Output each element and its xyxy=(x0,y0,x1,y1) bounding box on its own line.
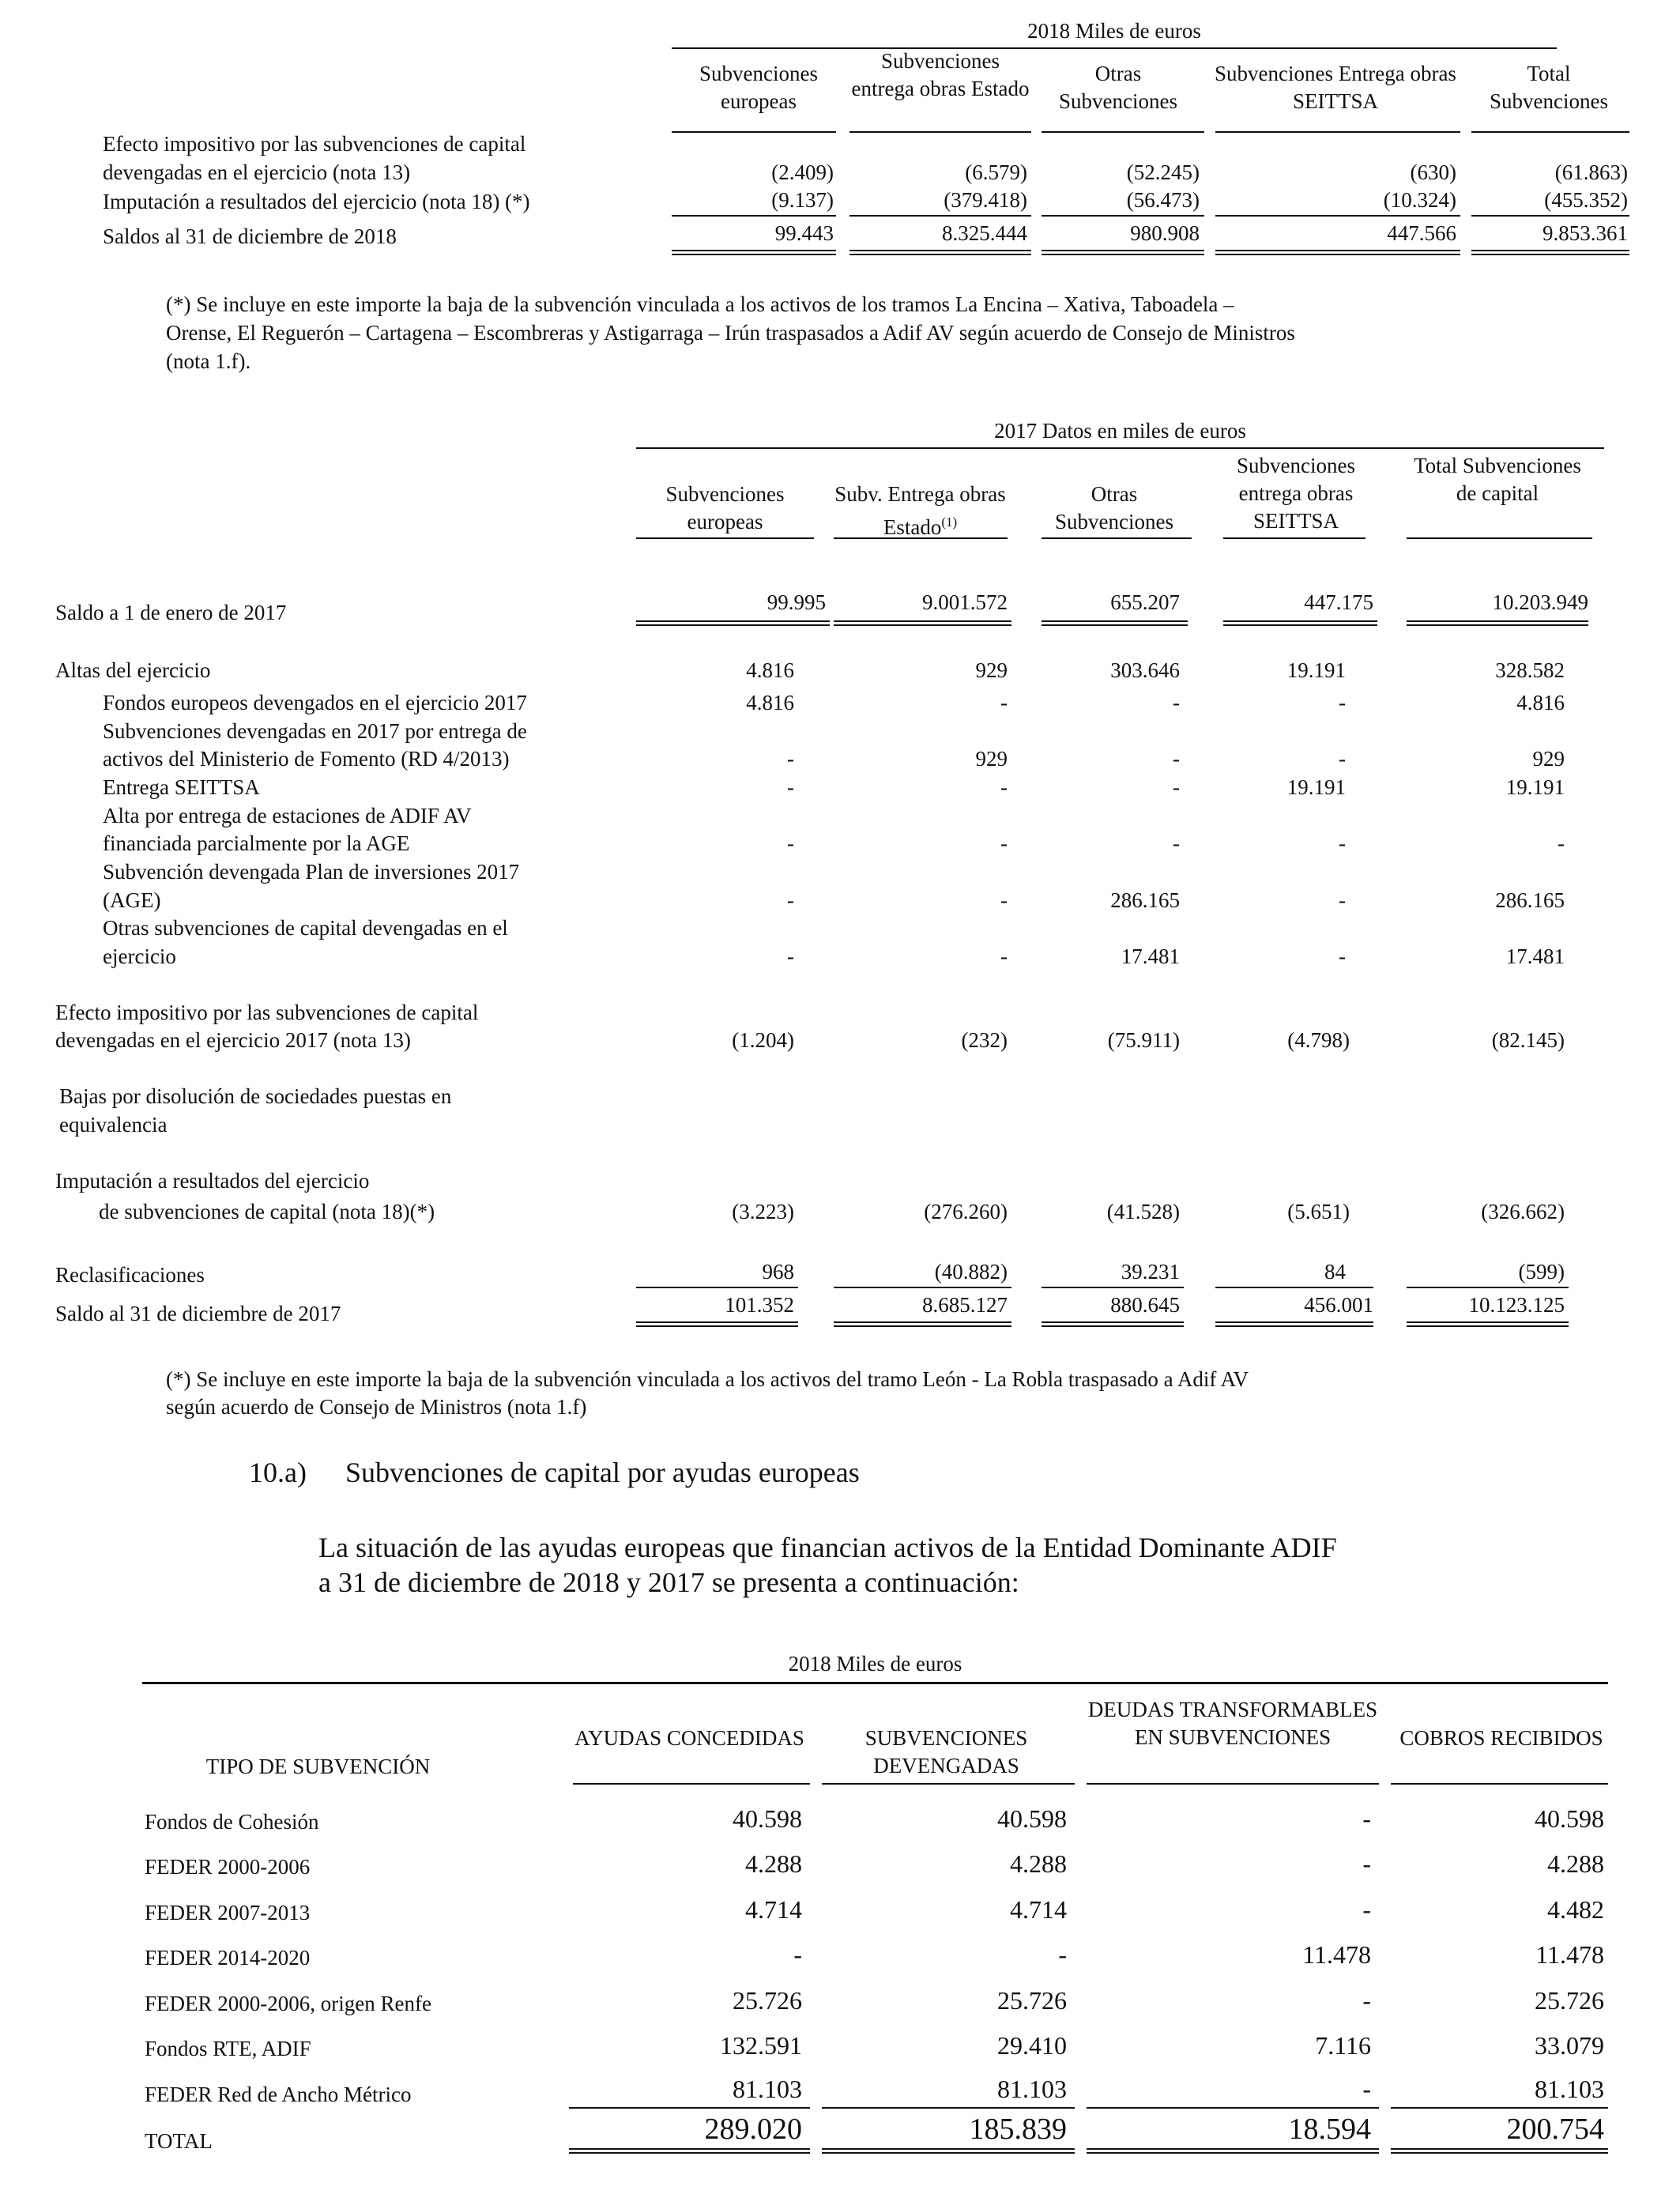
cell: 19.191 xyxy=(1286,658,1346,682)
cell: - xyxy=(787,831,794,855)
cell: - xyxy=(793,1940,802,1969)
cell: (599) xyxy=(1518,1260,1565,1284)
rule xyxy=(849,215,1031,217)
rule xyxy=(1215,131,1460,133)
double-rule xyxy=(1215,1321,1373,1327)
cell: - xyxy=(1000,691,1008,714)
row-label: Efecto impositivo por las subvenciones de capital xyxy=(55,1001,479,1024)
rule xyxy=(1042,131,1204,133)
row-label: FEDER 2007-2013 xyxy=(145,1901,311,1924)
cell: 25.726 xyxy=(1535,1986,1604,2015)
cell: (40.882) xyxy=(934,1260,1008,1284)
double-rule xyxy=(1471,250,1629,255)
caption-eu: 2018 Miles de euros xyxy=(788,1652,962,1676)
cell: - xyxy=(787,944,794,968)
double-rule xyxy=(1087,2148,1379,2154)
cell: - xyxy=(1339,691,1346,714)
cell: 968 xyxy=(762,1260,794,1284)
rule xyxy=(636,447,1604,449)
cell: 25.726 xyxy=(997,1986,1067,2015)
cell: 40.598 xyxy=(997,1804,1067,1833)
col-header xyxy=(831,481,1009,541)
row-label: Saldos al 31 de diciembre de 2018 xyxy=(103,224,397,248)
rule xyxy=(1042,537,1192,539)
cell: 929 xyxy=(1532,747,1565,771)
cell: - xyxy=(1362,1804,1371,1833)
row-label: devengadas en el ejercicio (nota 13) xyxy=(103,160,411,184)
cell: 99.443 xyxy=(774,221,834,245)
cell: - xyxy=(1339,888,1346,912)
footnote-line: Orense, El Reguerón – Cartagena – Escombreras y Astigarraga – Irún traspasados a Adif AV según acuerdo de Consejo de Ministros xyxy=(166,321,1295,345)
rule xyxy=(822,1783,1075,1785)
cell: (2.409) xyxy=(771,160,834,184)
row-label: Fondos de Cohesión xyxy=(145,1810,319,1834)
row-label: TOTAL xyxy=(145,2129,213,2153)
caption-2018: 2018 Miles de euros xyxy=(1027,19,1201,43)
cell: 17.481 xyxy=(1121,944,1180,968)
rule xyxy=(1391,2107,1608,2109)
rule xyxy=(672,215,836,217)
cell: 81.103 xyxy=(1535,2075,1604,2103)
col-header: Subvenciones entrega obras Estado xyxy=(851,49,1030,100)
rule xyxy=(672,47,1557,49)
cell: 81.103 xyxy=(733,2075,802,2103)
row-label: Imputación a resultados del ejercicio xyxy=(55,1169,370,1193)
cell: 8.325.444 xyxy=(942,221,1027,245)
double-rule xyxy=(1042,1321,1184,1327)
cell: 655.207 xyxy=(1110,590,1180,614)
cell: 4.816 xyxy=(1516,691,1565,714)
row-label: FEDER 2000-2006 xyxy=(145,1855,311,1879)
col-header: AYUDAS CONCEDIDAS xyxy=(574,1726,804,1750)
double-rule xyxy=(672,250,836,255)
row-label: de subvenciones de capital (nota 18)(*) xyxy=(99,1200,435,1223)
cell: 4.816 xyxy=(746,691,794,714)
rule xyxy=(1391,1783,1608,1785)
cell: - xyxy=(1173,691,1180,714)
superscript: (1) xyxy=(941,515,958,530)
col-header: SUBVENCIONES DEVENGADAS xyxy=(864,1726,1028,1777)
cell: - xyxy=(1000,775,1008,799)
cell: (232) xyxy=(961,1028,1008,1052)
double-rule xyxy=(822,2148,1075,2154)
cell: 447.175 xyxy=(1304,590,1373,614)
cell: (5.651) xyxy=(1287,1200,1350,1223)
rule xyxy=(142,1682,1608,1684)
cell: 25.726 xyxy=(733,1986,802,2015)
rule xyxy=(822,2107,1075,2109)
rule xyxy=(1215,215,1460,217)
row-label: FEDER Red de Ancho Métrico xyxy=(145,2083,412,2106)
row-label: FEDER 2014-2020 xyxy=(145,1946,311,1970)
rule xyxy=(1215,1287,1373,1288)
rule xyxy=(1087,1783,1379,1785)
cell: (75.911) xyxy=(1107,1028,1180,1052)
rule xyxy=(1407,1287,1569,1288)
row-label: activos del Ministerio de Fomento (RD 4/2013) xyxy=(103,747,510,771)
cell: 39.231 xyxy=(1121,1260,1180,1284)
cell: 880.645 xyxy=(1110,1293,1180,1317)
cell: - xyxy=(1362,1895,1371,1924)
cell: (630) xyxy=(1410,160,1456,184)
cell: - xyxy=(1339,944,1346,968)
cell: 8.685.127 xyxy=(922,1293,1008,1317)
intro-line: La situación de las ayudas europeas que financian activos de la Entidad Dominante ADIF xyxy=(318,1532,1337,1563)
double-rule xyxy=(1223,620,1377,626)
cell: 456.001 xyxy=(1304,1293,1373,1317)
double-rule xyxy=(1391,2148,1608,2154)
cell: - xyxy=(1173,747,1180,771)
double-rule xyxy=(1407,1321,1569,1327)
double-rule xyxy=(1042,250,1204,255)
cell: 200.754 xyxy=(1506,2113,1604,2146)
cell: (4.798) xyxy=(1287,1028,1350,1052)
row-label: Efecto impositivo por las subvenciones de capital xyxy=(103,132,526,156)
cell: 447.566 xyxy=(1387,221,1456,245)
cell: 10.203.949 xyxy=(1492,590,1588,614)
row-label: Imputación a resultados del ejercicio (nota 18) (*) xyxy=(103,190,530,213)
row-label: FEDER 2000-2006, origen Renfe xyxy=(145,1992,431,2015)
col-header: Total Subvenciones xyxy=(1490,62,1608,113)
cell: 9.001.572 xyxy=(922,590,1008,614)
footnote-line: (nota 1.f). xyxy=(166,349,251,373)
rule xyxy=(834,537,1008,539)
cell: - xyxy=(1000,888,1008,912)
rule xyxy=(834,1287,1011,1288)
cell: 4.288 xyxy=(1547,1849,1604,1878)
intro-line: a 31 de diciembre de 2018 y 2017 se presenta a continuación: xyxy=(318,1566,1019,1598)
col-header-text: Subv. Entrega obras Estado xyxy=(834,482,1006,539)
double-rule xyxy=(849,250,1031,255)
cell: 4.714 xyxy=(1010,1895,1067,1924)
row-label: devengadas en el ejercicio 2017 (nota 13) xyxy=(55,1028,411,1052)
row-label: Alta por entrega de estaciones de ADIF AV xyxy=(103,804,472,827)
cell: (10.324) xyxy=(1383,188,1456,212)
cell: (379.418) xyxy=(944,188,1027,212)
cell: 4.288 xyxy=(745,1849,802,1878)
cell: 29.410 xyxy=(997,2031,1067,2060)
cell: (61.863) xyxy=(1554,160,1628,184)
col-header: Otras Subvenciones xyxy=(1059,62,1177,113)
row-label: Saldo al 31 de diciembre de 2017 xyxy=(55,1302,341,1325)
footnote-line: (*) Se incluye en este importe la baja de la subvención vinculada a los activos del tramo León - La Robla traspasado a Adif AV xyxy=(166,1367,1249,1391)
row-label: Saldo a 1 de enero de 2017 xyxy=(55,601,287,624)
cell: - xyxy=(1362,1986,1371,2015)
cell: - xyxy=(1000,944,1008,968)
col-header: Subvenciones europeas xyxy=(665,482,785,533)
row-label: financiada parcialmente por la AGE xyxy=(103,831,410,855)
col-header: Subvenciones Entrega obras SEITTSA xyxy=(1215,62,1456,113)
cell: 929 xyxy=(975,658,1008,682)
cell: 4.816 xyxy=(746,658,794,682)
row-label: Reclasificaciones xyxy=(55,1263,205,1287)
cell: - xyxy=(787,888,794,912)
col-header: Otras Subvenciones xyxy=(1055,482,1173,533)
cell: - xyxy=(1558,831,1565,855)
section-title: Subvenciones de capital por ayudas europeas xyxy=(345,1457,860,1488)
row-label: Fondos europeos devengados en el ejercicio 2017 xyxy=(103,691,527,714)
row-label: Otras subvenciones de capital devengadas en el xyxy=(103,916,508,940)
cell: - xyxy=(1339,831,1346,855)
row-label: Subvenciones devengadas en 2017 por entrega de xyxy=(103,719,527,743)
cell: 19.191 xyxy=(1286,775,1346,799)
col-header: Subvenciones entrega obras SEITTSA xyxy=(1237,454,1355,533)
cell: 40.598 xyxy=(733,1804,802,1833)
cell: 4.482 xyxy=(1547,1895,1604,1924)
cell: 289.020 xyxy=(704,2113,802,2146)
cell: (6.579) xyxy=(965,160,1027,184)
row-label: equivalencia xyxy=(59,1113,168,1137)
double-rule xyxy=(1042,620,1188,626)
cell: - xyxy=(787,775,794,799)
cell: - xyxy=(1173,831,1180,855)
cell: (82.145) xyxy=(1491,1028,1565,1052)
rule xyxy=(1042,1287,1184,1288)
cell: (326.662) xyxy=(1481,1200,1565,1223)
section-number: 10.a) xyxy=(249,1457,307,1488)
row-label: Entrega SEITTSA xyxy=(103,775,260,799)
row-label: Altas del ejercicio xyxy=(55,658,211,682)
row-label: Subvención devengada Plan de inversiones 2017 xyxy=(103,860,520,884)
rule xyxy=(636,1287,798,1288)
cell: 4.714 xyxy=(745,1895,802,1924)
row-label: (AGE) xyxy=(103,888,161,912)
caption-2017: 2017 Datos en miles de euros xyxy=(994,419,1246,443)
col-header: TIPO DE SUBVENCIÓN xyxy=(205,1755,431,1778)
cell: 17.481 xyxy=(1505,944,1565,968)
rule xyxy=(849,131,1031,133)
cell: 33.079 xyxy=(1535,2031,1604,2060)
cell: 4.288 xyxy=(1010,1849,1067,1878)
rule xyxy=(1042,215,1204,217)
cell: - xyxy=(787,747,794,771)
cell: 286.165 xyxy=(1110,888,1180,912)
double-rule xyxy=(834,1321,1011,1327)
cell: (1.204) xyxy=(732,1028,794,1052)
cell: - xyxy=(1058,1940,1067,1969)
rule xyxy=(672,131,836,133)
cell: - xyxy=(1173,775,1180,799)
row-label: ejercicio xyxy=(103,944,176,968)
rule xyxy=(636,537,814,539)
cell: 132.591 xyxy=(720,2031,802,2060)
double-rule xyxy=(569,2148,810,2154)
double-rule xyxy=(636,1321,798,1327)
row-label: Bajas por disolución de sociedades puestas en xyxy=(59,1084,452,1108)
col-header: Subvenciones europeas xyxy=(699,62,818,113)
cell: - xyxy=(1362,2075,1371,2103)
cell: 303.646 xyxy=(1110,658,1180,682)
cell: 40.598 xyxy=(1535,1804,1604,1833)
cell: - xyxy=(1000,831,1008,855)
rule xyxy=(1087,2107,1379,2109)
double-rule xyxy=(1215,250,1460,255)
cell: 929 xyxy=(975,747,1008,771)
cell: 10.123.125 xyxy=(1468,1293,1565,1317)
rule xyxy=(573,1783,810,1785)
cell: - xyxy=(1362,1849,1371,1878)
footnote-line: (*) Se incluye en este importe la baja de la subvención vinculada a los activos de los tramos La Encina – Xativa, Taboadela – xyxy=(166,292,1234,316)
cell: 81.103 xyxy=(997,2075,1067,2103)
cell: 185.839 xyxy=(969,2113,1067,2146)
double-rule xyxy=(1407,620,1588,626)
rule xyxy=(1223,537,1365,539)
rule xyxy=(569,2107,810,2109)
rule xyxy=(1471,215,1629,217)
cell: 99.995 xyxy=(767,590,826,614)
cell: 7.116 xyxy=(1315,2031,1371,2060)
col-header: Total Subvenciones de capital xyxy=(1414,454,1581,505)
cell: 101.352 xyxy=(725,1293,794,1317)
cell: (56.473) xyxy=(1126,188,1200,212)
cell: 18.594 xyxy=(1288,2113,1371,2146)
cell: - xyxy=(1339,747,1346,771)
cell: 19.191 xyxy=(1505,775,1565,799)
cell: (9.137) xyxy=(771,188,834,212)
cell: 11.478 xyxy=(1535,1940,1604,1969)
cell: 84 xyxy=(1324,1260,1346,1284)
cell: 11.478 xyxy=(1302,1940,1371,1969)
col-header: COBROS RECIBIDOS xyxy=(1399,1726,1603,1750)
cell: (3.223) xyxy=(732,1200,794,1223)
cell: 328.582 xyxy=(1495,658,1565,682)
cell: (455.352) xyxy=(1544,188,1628,212)
col-header: DEUDAS TRANSFORMABLES EN SUBVENCIONES xyxy=(1087,1698,1378,1749)
rule xyxy=(1407,537,1592,539)
double-rule xyxy=(636,620,830,626)
footnote-line: según acuerdo de Consejo de Ministros (nota 1.f) xyxy=(166,1395,587,1419)
double-rule xyxy=(834,620,1011,626)
rule xyxy=(1471,131,1629,133)
cell: (276.260) xyxy=(924,1200,1008,1223)
cell: 286.165 xyxy=(1495,888,1565,912)
cell: 980.908 xyxy=(1130,221,1200,245)
cell: (52.245) xyxy=(1126,160,1200,184)
row-label: Fondos RTE, ADIF xyxy=(145,2037,311,2060)
cell: 9.853.361 xyxy=(1543,221,1628,245)
cell: (41.528) xyxy=(1106,1200,1180,1223)
